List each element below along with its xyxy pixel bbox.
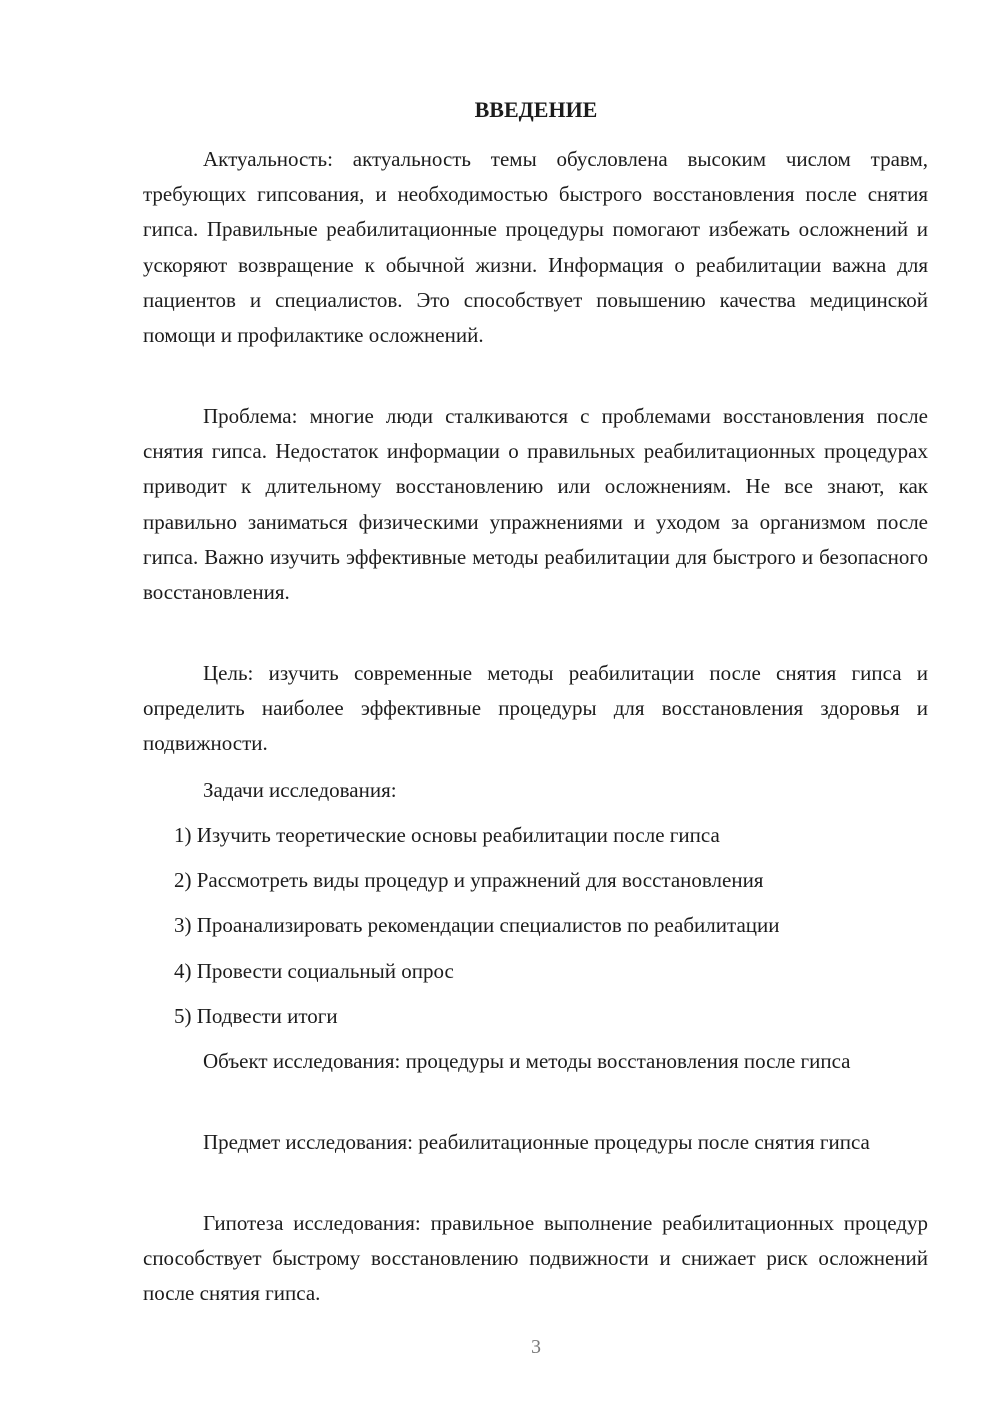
- list-item: 1) Изучить теоретические основы реабилитации после гипса: [174, 823, 720, 847]
- hypothesis-paragraph: Гипотеза исследования: правильное выполнение реабилитационных процедур способствует быстрому восстановлению подвижности и снижает риск осложнений после снятия гипса.: [143, 1211, 928, 1306]
- goal-paragraph: Цель: изучить современные методы реабилитации после снятия гипса и определить наиболее эффективные процедуры для восстановления здоровья и подвижности.: [143, 661, 928, 756]
- page-title: ВВЕДЕНИЕ: [474, 97, 598, 122]
- list-item: 5) Подвести итоги: [174, 1004, 338, 1028]
- object-paragraph: Объект исследования: процедуры и методы восстановления после гипса: [203, 1049, 851, 1073]
- subject-paragraph: Предмет исследования: реабилитационные процедуры после снятия гипса: [203, 1130, 870, 1154]
- page-number: 3: [531, 1336, 541, 1358]
- problem-paragraph: Проблема: многие люди сталкиваются с проблемами восстановления после снятия гипса. Недостаток информации о правильных реабилитационных процедурах приводит к длительному восстановлению или осложнениям. Не все знают, как правильно заниматься физическими упражнениями и уходом за организмом после гипса. Важно изучить эффективные методы реабилитации для быстрого и безопасного восстановления.: [143, 404, 928, 605]
- list-item: 2) Рассмотреть виды процедур и упражнений для восстановления: [174, 868, 764, 892]
- relevance-paragraph: Актуальность: актуальность темы обусловлена высоким числом травм, требующих гипсования, и необходимостью быстрого восстановления после снятия гипса. Правильные реабилитационные процедуры помогают избежать осложнений и ускоряют возвращение к обычной жизни. Информация о реабилитации важна для пациентов и специалистов. Это способствует повышению качества медицинской помощи и профилактике осложнений.: [143, 147, 928, 348]
- tasks-heading: Задачи исследования:: [203, 778, 397, 802]
- list-item: 4) Провести социальный опрос: [174, 959, 454, 983]
- list-item: 3) Проанализировать рекомендации специалистов по реабилитации: [174, 913, 780, 937]
